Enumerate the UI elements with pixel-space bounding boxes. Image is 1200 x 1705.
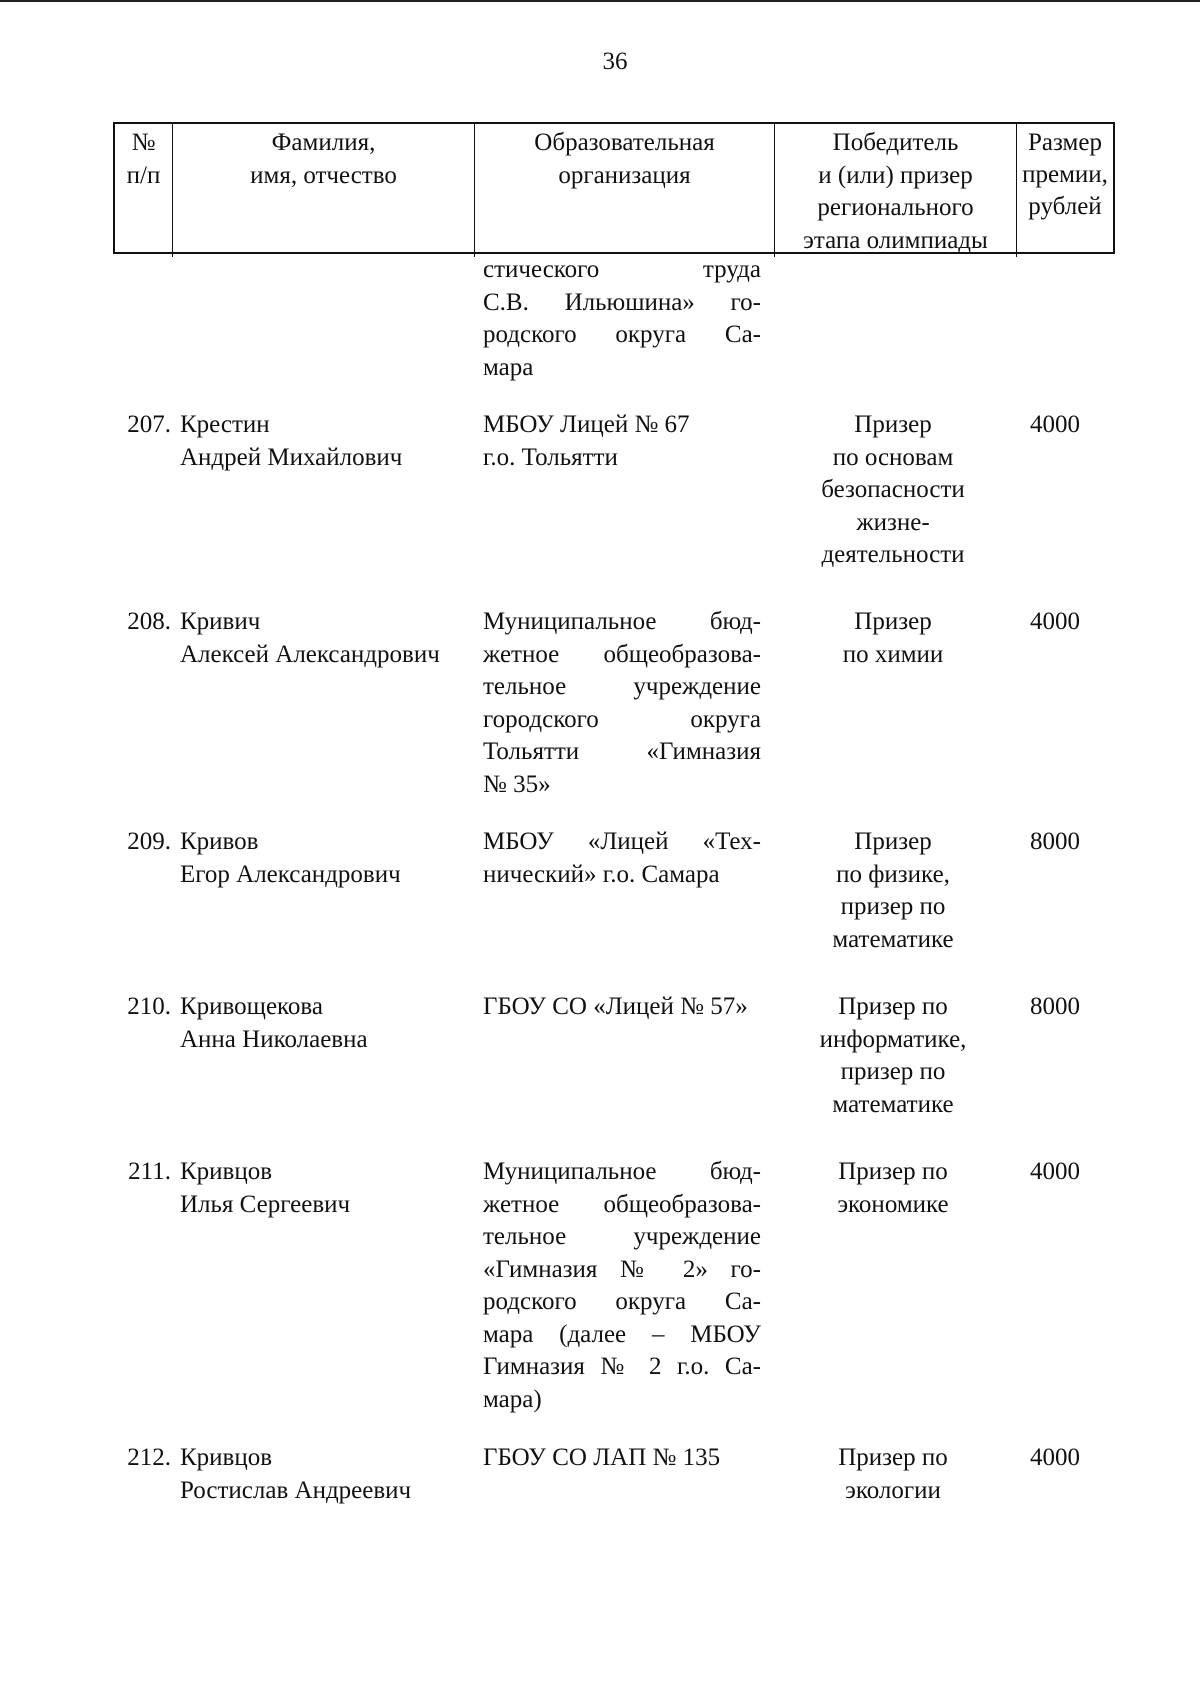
row-211-prize: Призер по экономике [837,1158,949,1218]
row-209-organization: МБОУ «Лицей «Тех- нический» г.о. Самара [483,828,761,888]
row-210-number: 210. [127,993,171,1020]
table-header [113,122,1115,254]
row-208-number: 208. [127,608,171,635]
header-prize: Победитель и (или) призер регионального этапа олимпиады [775,124,1017,257]
row-209-amount: 8000 [1030,828,1080,855]
row-209-prize: Призер по физике, призер по математике [832,828,954,953]
row-212-prize: Призер по экологии [838,1444,948,1504]
row-207-number: 207. [127,411,171,438]
header-name: Фамилия, имя, отчество [173,124,475,257]
row-211-name: Кривцов Илья Сергеевич [180,1158,351,1218]
row-212-number: 212. [127,1444,171,1471]
row-209-name: Кривов Егор Александрович [180,828,401,888]
page-number: 36 [602,48,628,75]
row-207-amount: 4000 [1030,411,1080,438]
row-207-organization: МБОУ Лицей № 67 г.о. Тольятти [483,411,690,471]
continuation-organization: стического труда С.В. Ильюшина» го- родского округа Са- мара [483,256,761,381]
row-208-amount: 4000 [1030,608,1080,635]
row-212-amount: 4000 [1030,1444,1080,1471]
row-210-organization: ГБОУ СО «Лицей № 57» [483,993,748,1020]
row-211-number: 211. [128,1158,171,1185]
row-210-name: Кривощекова Анна Николаевна [180,993,368,1053]
header-amount: Размер премии, рублей [1022,129,1108,220]
row-208-prize: Призер по химии [842,608,944,668]
row-212-name: Кривцов Ростислав Андреевич [180,1444,412,1504]
top-border-line [0,0,1200,2]
row-208-organization: Муниципальное бюд- жетное общеобразова- тельное учреждение городского округа Тольятти «Гимназия № 35» [483,608,761,798]
header-organization: Образовательная организация [475,124,775,257]
row-212-organization: ГБОУ СО ЛАП № 135 [483,1444,721,1471]
header-number: № п/п [115,124,173,257]
row-211-organization: Муниципальное бюд- жетное общеобразова- тельное учреждение «Гимназия № 2» го- родского округа Са- мара (далее – МБОУ Гимназия № 2 г.о. Са- мара) [483,1158,761,1413]
row-210-amount: 8000 [1030,993,1080,1020]
row-211-amount: 4000 [1030,1158,1080,1185]
row-210-prize: Призер по информатике, призер по математике [819,993,967,1118]
row-208-name: Кривич Алексей Александрович [180,608,440,668]
row-207-prize: Призер по основам безопасности жизне- деятельности [821,411,965,568]
row-209-number: 209. [127,828,171,855]
row-207-name: Крестин Андрей Михайлович [180,411,403,471]
